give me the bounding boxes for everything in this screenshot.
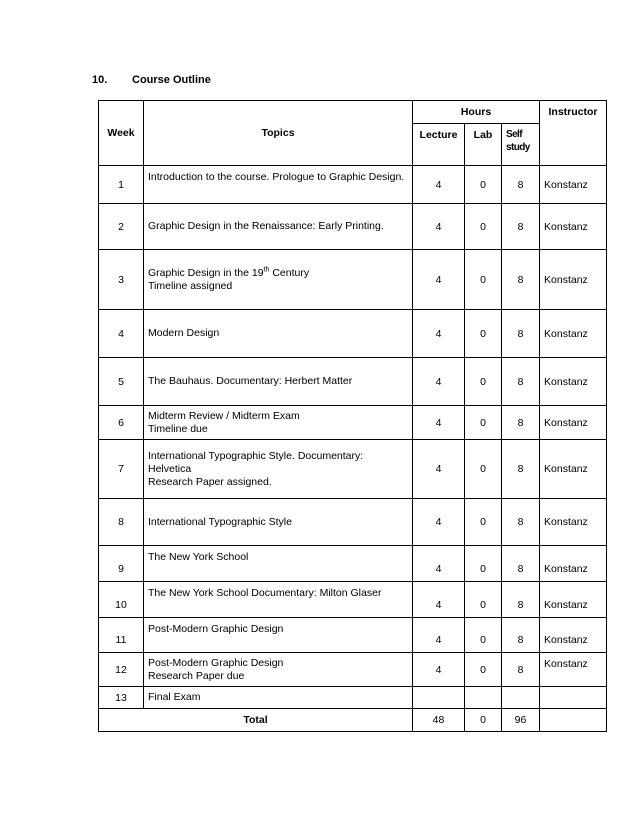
total-self-study: 96 — [502, 709, 540, 732]
self-study-cell: 8 — [502, 653, 540, 687]
instructor-cell: Konstanz — [540, 250, 607, 310]
topic-cell — [144, 358, 413, 406]
total-instructor — [540, 709, 607, 732]
table-row — [99, 499, 607, 546]
topic-text-part: Century — [269, 266, 310, 279]
lab-cell: 0 — [465, 204, 502, 250]
lab-cell: 0 — [465, 582, 502, 618]
topic-cell — [144, 166, 413, 204]
week-cell: 7 — [99, 440, 144, 499]
lab-cell: 0 — [465, 499, 502, 546]
self-study-cell: 8 — [502, 406, 540, 440]
header-self-line2: study — [506, 142, 530, 153]
header-lecture: Lecture — [413, 124, 465, 166]
instructor-cell: Konstanz — [540, 166, 607, 204]
self-study-cell: 8 — [502, 499, 540, 546]
total-label: Total — [99, 709, 413, 732]
topic-subtext: Research Paper due — [148, 669, 245, 682]
lecture-cell: 4 — [413, 166, 465, 204]
table-row — [99, 618, 607, 653]
topic-cell — [144, 250, 413, 310]
lecture-cell: 4 — [413, 250, 465, 310]
topic-subtext: Timeline assigned — [148, 279, 233, 292]
instructor-cell: Konstanz — [540, 406, 607, 440]
self-study-cell: 8 — [502, 440, 540, 499]
lab-cell: 0 — [465, 546, 502, 582]
table-row — [99, 406, 607, 440]
instructor-cell: Konstanz — [540, 204, 607, 250]
topic-text: Midterm Review / Midterm Exam — [148, 409, 300, 422]
lab-cell: 0 — [465, 440, 502, 499]
self-study-cell: 8 — [502, 166, 540, 204]
topic-text: International Typographic Style — [148, 515, 292, 528]
lab-cell: 0 — [465, 250, 502, 310]
self-study-cell: 8 — [502, 546, 540, 582]
header-lab: Lab — [465, 124, 502, 166]
header-topics: Topics — [144, 101, 413, 166]
topic-text-part: Graphic Design in the 19 — [148, 266, 264, 279]
instructor-cell — [540, 687, 607, 709]
topic-text: The New York School Documentary: Milton Glaser — [148, 587, 382, 599]
instructor-cell: Konstanz — [540, 582, 607, 618]
topic-cell — [144, 204, 413, 250]
lecture-cell: 4 — [413, 499, 465, 546]
self-study-cell: 8 — [502, 310, 540, 358]
topic-cell — [144, 406, 413, 440]
header-self-line1: Self — [506, 129, 522, 140]
week-cell: 4 — [99, 310, 144, 358]
topic-cell — [144, 440, 413, 499]
week-cell: 8 — [99, 499, 144, 546]
topic-subtext: Research Paper assigned. — [148, 475, 272, 488]
topic-cell — [144, 499, 413, 546]
lecture-cell: 4 — [413, 310, 465, 358]
lecture-cell: 4 — [413, 204, 465, 250]
week-cell: 1 — [99, 166, 144, 204]
lab-cell: 0 — [465, 653, 502, 687]
lecture-cell: 4 — [413, 406, 465, 440]
week-cell: 10 — [99, 582, 144, 618]
topic-cell — [144, 310, 413, 358]
instructor-cell: Konstanz — [540, 499, 607, 546]
header-self-study — [502, 124, 540, 166]
instructor-cell: Konstanz — [540, 440, 607, 499]
table-row — [99, 546, 607, 582]
self-study-cell: 8 — [502, 358, 540, 406]
week-cell: 3 — [99, 250, 144, 310]
lecture-cell: 4 — [413, 582, 465, 618]
topic-cell — [144, 546, 413, 582]
lab-cell: 0 — [465, 618, 502, 653]
week-cell: 6 — [99, 406, 144, 440]
lab-cell — [465, 687, 502, 709]
table-row — [99, 204, 607, 250]
topic-text: Post-Modern Graphic Design — [148, 623, 284, 635]
week-cell: 2 — [99, 204, 144, 250]
topic-text — [148, 267, 408, 280]
lecture-cell — [413, 687, 465, 709]
self-study-cell: 8 — [502, 250, 540, 310]
topic-subtext: Timeline due — [148, 422, 208, 435]
lecture-cell: 4 — [413, 618, 465, 653]
table-row — [99, 653, 607, 687]
lab-cell: 0 — [465, 406, 502, 440]
topic-cell — [144, 653, 413, 687]
topic-text: Post-Modern Graphic Design — [148, 656, 284, 669]
superscript: th — [263, 266, 270, 273]
lecture-cell: 4 — [413, 440, 465, 499]
week-cell: 12 — [99, 653, 144, 687]
week-cell: 9 — [99, 546, 144, 582]
instructor-cell: Konstanz — [540, 358, 607, 406]
table-row — [99, 310, 607, 358]
table-row — [99, 358, 607, 406]
section-heading — [92, 74, 211, 86]
instructor-cell: Konstanz — [540, 653, 607, 687]
lecture-cell: 4 — [413, 653, 465, 687]
section-title: Course Outline — [132, 74, 211, 86]
lecture-cell: 4 — [413, 358, 465, 406]
header-hours: Hours — [413, 101, 540, 124]
total-lab: 0 — [465, 709, 502, 732]
table-row — [99, 166, 607, 204]
section-number: 10. — [92, 74, 108, 86]
lab-cell: 0 — [465, 358, 502, 406]
topic-text: International Typographic Style. Documentary: Helvetica — [148, 449, 364, 475]
self-study-cell: 8 — [502, 618, 540, 653]
table-row — [99, 440, 607, 499]
total-row — [99, 709, 607, 732]
instructor-cell: Konstanz — [540, 310, 607, 358]
week-cell: 5 — [99, 358, 144, 406]
topic-text: Modern Design — [148, 327, 220, 339]
self-study-cell: 8 — [502, 582, 540, 618]
table-row — [99, 582, 607, 618]
self-study-cell: 8 — [502, 204, 540, 250]
week-cell: 11 — [99, 618, 144, 653]
table-row — [99, 687, 607, 709]
topic-text: Introduction to the course. Prologue to Graphic Design. — [148, 171, 405, 183]
topic-cell — [144, 687, 413, 709]
topic-cell — [144, 618, 413, 653]
self-study-cell — [502, 687, 540, 709]
course-outline-table — [98, 100, 607, 732]
topic-text: The Bauhaus. Documentary: Herbert Matter — [148, 375, 353, 387]
header-week: Week — [99, 101, 144, 166]
topic-text: Graphic Design in the Renaissance: Early Printing. — [148, 220, 384, 232]
topic-text: Final Exam — [148, 691, 201, 703]
lab-cell: 0 — [465, 310, 502, 358]
table-row — [99, 250, 607, 310]
header-instructor: Instructor — [540, 101, 607, 166]
total-lecture: 48 — [413, 709, 465, 732]
topic-text: The New York School — [148, 551, 249, 563]
topic-cell — [144, 582, 413, 618]
instructor-cell: Konstanz — [540, 546, 607, 582]
week-cell: 13 — [99, 687, 144, 709]
lecture-cell: 4 — [413, 546, 465, 582]
instructor-cell: Konstanz — [540, 618, 607, 653]
lab-cell: 0 — [465, 166, 502, 204]
